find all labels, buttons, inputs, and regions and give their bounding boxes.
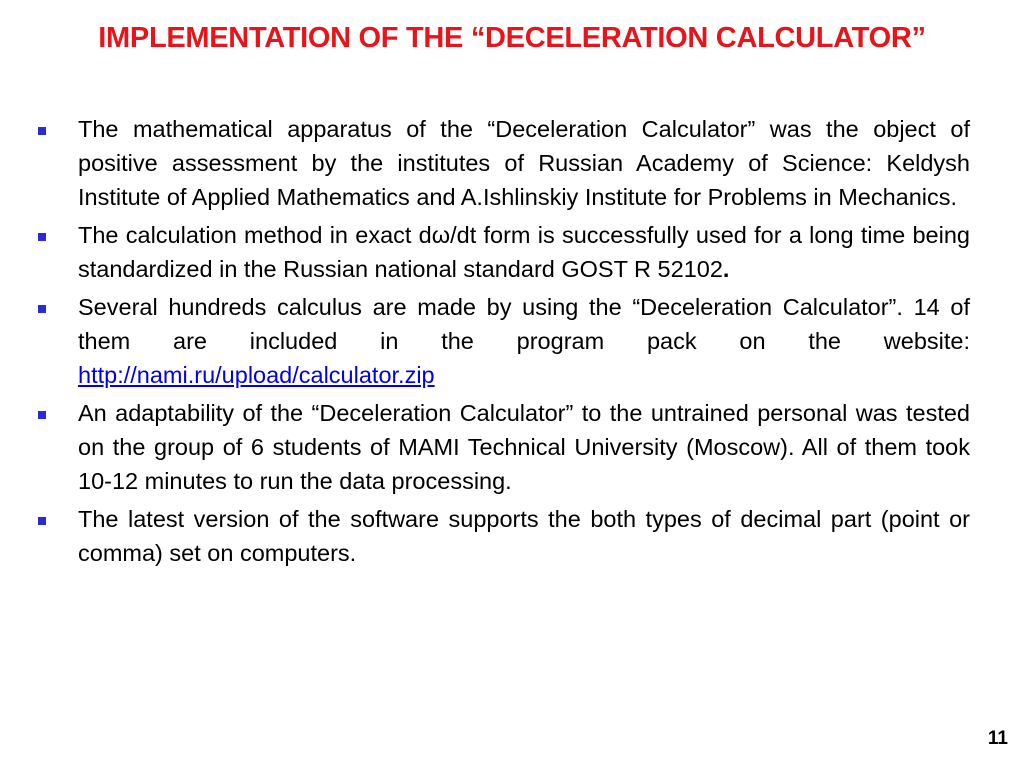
- square-bullet-icon: [38, 502, 78, 538]
- bullet-item-3: [38, 290, 970, 392]
- page-number: 11: [987, 728, 1008, 749]
- calculator-download-link[interactable]: http://nami.ru/upload/calculator.zip: [78, 362, 435, 388]
- bullet-text: [78, 290, 970, 392]
- square-bullet-icon: [38, 290, 78, 326]
- bullet-text: The latest version of the software supports the both types of decimal part (point or comma) set on computers.: [78, 506, 970, 566]
- bullet-text-body: Several hundreds calculus are made by using the “Deceleration Calculator”. 14 of them are included in the program pack on the website:: [78, 294, 970, 354]
- bold-period: .: [722, 256, 730, 282]
- bullet-item-2: [38, 218, 970, 286]
- bullet-item-5: [38, 502, 970, 570]
- bullet-list: [38, 112, 970, 574]
- square-bullet-icon: [38, 396, 78, 432]
- bullet-text-body: The calculation method in exact dω/dt form is successfully used for a long time being standardized in the Russian national standard GOST R 52102: [78, 222, 970, 282]
- bullet-text: The mathematical apparatus of the “Deceleration Calculator” was the object of positive assessment by the institutes of Russian Academy of Science: Keldysh Institute of Applied Mathematics and A.Ishlinskiy Institute for Problems in Mechanics.: [78, 116, 970, 210]
- bullet-text: An adaptability of the “Deceleration Calculator” to the untrained personal was tested on the group of 6 students of MAMI Technical University (Moscow). All of them took 10-12 minutes to run the data processing.: [78, 400, 970, 494]
- slide-title: IMPLEMENTATION OF THE “DECELERATION CALCULATOR”: [98, 22, 926, 54]
- square-bullet-icon: [38, 112, 78, 148]
- bullet-text: [78, 218, 970, 286]
- bullet-item-4: [38, 396, 970, 498]
- square-bullet-icon: [38, 218, 78, 254]
- bullet-item-1: [38, 112, 970, 214]
